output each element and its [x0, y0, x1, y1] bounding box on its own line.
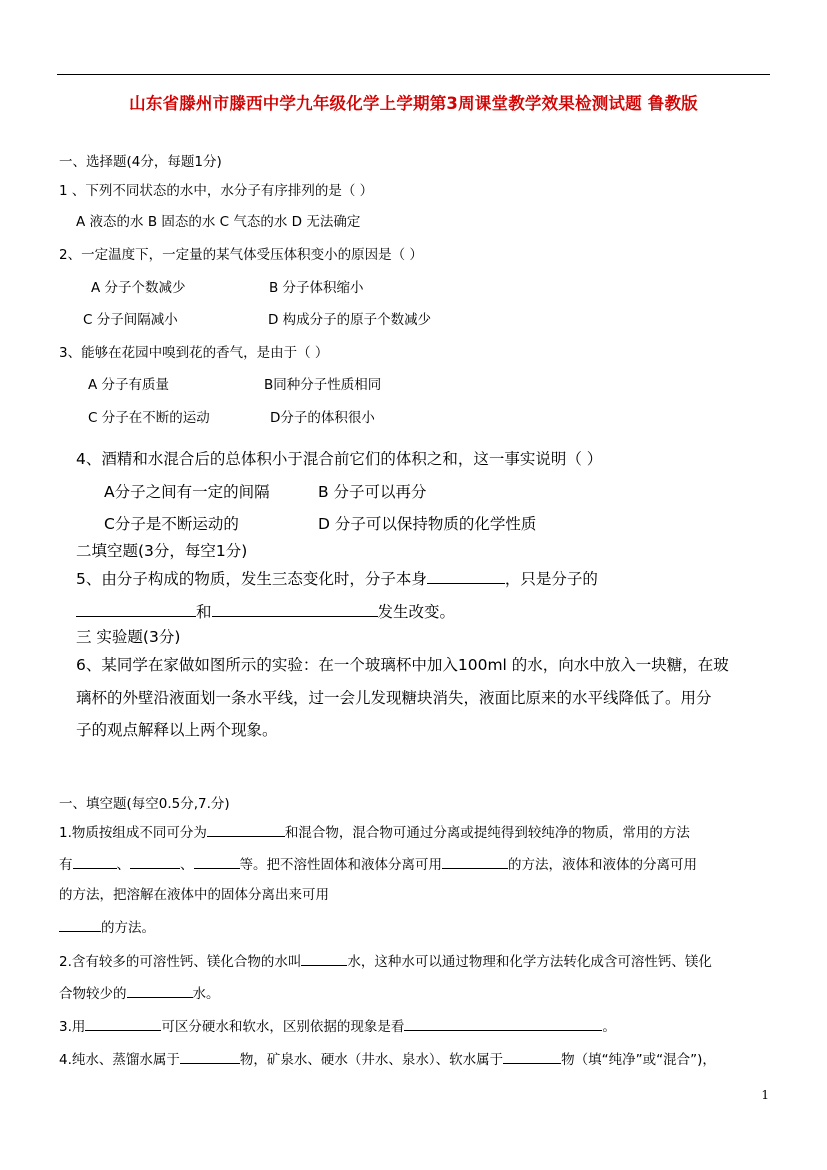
p2-q1-text-a: 1.物质按组成不同可分为	[59, 825, 207, 841]
p2-q2-text-d: 水。	[192, 986, 220, 1002]
p2-q1-text-g: 的方法，液体和液体的分离可用	[508, 857, 697, 873]
question-3-option-a: A 分子有质量	[88, 377, 170, 393]
p2-q1-text-i: 的方法。	[101, 920, 155, 936]
answer-blank[interactable]	[180, 1049, 240, 1064]
question-2-option-b: B 分子体积缩小	[269, 280, 364, 296]
document-title: 山东省滕州市滕西中学九年级化学上学期第3周课堂教学效果检测试题 鲁教版	[129, 94, 698, 113]
section-heading-choice: 一、选择题(4分，每题1分)	[59, 154, 222, 170]
p2-q3-text-c: 。	[602, 1019, 616, 1035]
question-1-stem: 1 、下列不同状态的水中，水分子有序排列的是（ ）	[59, 183, 374, 199]
question-4-option-d: D 分子可以保持物质的化学性质	[318, 515, 537, 533]
p2-question-1-line-3: 的方法，把溶解在液体中的固体分离出来可用	[59, 887, 329, 903]
section-heading-experiment: 三 实验题(3分)	[76, 628, 181, 646]
p2-q2-text-b: 水，这种水可以通过物理和化学方法转化成含可溶性钙、镁化	[347, 954, 712, 970]
question-4-stem: 4、酒精和水混合后的总体积小于混合前它们的体积之和，这一事实说明（ ）	[76, 450, 603, 468]
p2-q4-text-a: 4.纯水、蒸馏水属于	[59, 1052, 180, 1068]
answer-blank[interactable]	[85, 1016, 161, 1031]
question-2-option-a: A 分子个数减少	[91, 280, 186, 296]
answer-blank[interactable]	[207, 822, 285, 837]
question-5-text-a: 5、由分子构成的物质，发生三态变化时，分子本身	[76, 570, 427, 588]
question-2-option-d: D 构成分子的原子个数减少	[268, 312, 432, 328]
p2-q3-text-a: 3.用	[59, 1019, 86, 1035]
p2-q4-text-c: 物（填“纯净”或“混合”)，	[561, 1052, 716, 1068]
p2-question-1-line-4	[59, 917, 155, 937]
answer-blank[interactable]	[76, 602, 196, 617]
question-3-option-c: C 分子在不断的运动	[88, 410, 210, 426]
p2-q4-text-b: 物，矿泉水、硬水（井水、泉水）、软水属于	[239, 1052, 504, 1068]
question-6-line-3: 子的观点解释以上两个现象。	[76, 721, 278, 739]
answer-blank[interactable]	[301, 951, 347, 966]
p2-question-2-line-1	[59, 951, 712, 971]
question-3-option-d: D分子的体积很小	[270, 410, 375, 426]
top-rule	[57, 74, 770, 75]
p2-q1-text-f: 等。把不溶性固体和液体分离可用	[239, 857, 442, 873]
p2-q1-text-d: 、	[116, 857, 130, 873]
question-4-option-b: B 分子可以再分	[318, 483, 427, 501]
question-5-line-1	[76, 569, 598, 588]
answer-blank[interactable]	[212, 602, 378, 617]
question-3-option-b: B同种分子性质相同	[264, 377, 382, 393]
section-heading-part2-fill: 一、填空题(每空0.5分,7.分)	[59, 796, 230, 812]
question-5-text-d: 发生改变。	[377, 603, 456, 621]
answer-blank[interactable]	[127, 983, 193, 998]
p2-question-2-line-2	[59, 983, 220, 1003]
p2-question-1-line-2	[59, 854, 697, 874]
p2-q2-text-a: 2.含有较多的可溶性钙、镁化合物的水叫	[59, 954, 302, 970]
question-6-line-1: 6、某同学在家做如图所示的实验：在一个玻璃杯中加入100ml 的水，向水中放入一块糖，在玻	[76, 656, 729, 674]
question-2-option-c: C 分子间隔减小	[83, 312, 178, 328]
p2-question-1-line-1	[59, 822, 690, 842]
question-1-options: A 液态的水 B 固态的水 C 气态的水 D 无法确定	[76, 214, 361, 230]
question-3-stem: 3、能够在花园中嗅到花的香气，是由于（ ）	[59, 345, 329, 361]
question-2-stem: 2、一定温度下，一定量的某气体受压体积变小的原因是（ ）	[59, 247, 423, 263]
question-6-line-2: 璃杯的外壁沿液面划一条水平线，过一会儿发现糖块消失，液面比原来的水平线降低了。用分	[76, 689, 712, 707]
question-5-line-2	[76, 602, 455, 621]
question-4-option-c: C分子是不断运动的	[104, 515, 239, 533]
p2-q3-text-b: 可区分硬水和软水，区别依据的现象是看	[161, 1019, 405, 1035]
p2-q1-text-c: 有	[59, 857, 73, 873]
answer-blank[interactable]	[503, 1049, 561, 1064]
answer-blank[interactable]	[442, 854, 508, 869]
p2-q1-text-b: 和混合物，混合物可通过分离或提纯得到较纯净的物质，常用的方法	[284, 825, 690, 841]
p2-question-4	[59, 1049, 716, 1069]
p2-question-3	[59, 1016, 616, 1036]
p2-q2-text-c: 合物较少的	[59, 986, 127, 1002]
answer-blank[interactable]	[59, 917, 101, 932]
p2-q1-text-e: 、	[180, 857, 194, 873]
answer-blank[interactable]	[404, 1016, 602, 1031]
question-5-text-b: ，只是分子的	[504, 570, 598, 588]
page-number: 1	[761, 1088, 769, 1102]
question-5-text-c: 和	[196, 603, 212, 621]
question-4-option-a: A分子之间有一定的间隔	[104, 483, 270, 501]
section-heading-fill: 二填空题(3分，每空1分)	[76, 542, 248, 560]
answer-blank[interactable]	[427, 569, 505, 584]
answer-blank[interactable]	[194, 854, 240, 869]
answer-blank[interactable]	[130, 854, 180, 869]
answer-blank[interactable]	[73, 854, 117, 869]
